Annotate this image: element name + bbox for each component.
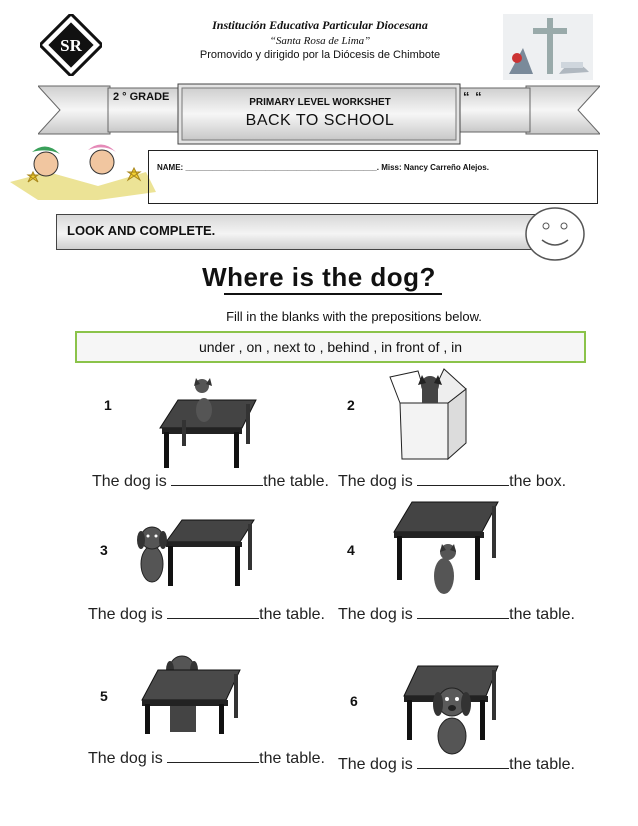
exercise-sentence: The dog is the table.: [92, 473, 329, 490]
exercise-sentence: The dog is the box.: [338, 473, 567, 490]
school-logo: [40, 14, 102, 76]
exercise-instruction: Fill in the blanks with the prepositions below.: [226, 309, 482, 324]
answer-blank[interactable]: [417, 604, 509, 619]
svg-text:SR: SR: [60, 36, 82, 55]
answer-blank[interactable]: [171, 471, 263, 486]
exercise-sentence: The dog is the table.: [88, 606, 325, 623]
prepositions-box: [75, 331, 586, 363]
name-field-text: NAME: ___________________________________________. Miss: Nancy Carreño Alejos.: [157, 163, 489, 172]
answer-blank[interactable]: [167, 748, 259, 763]
quote-marks: “ “: [463, 89, 483, 104]
item-number: 1: [104, 397, 112, 413]
dog-under-table-image: [392, 498, 500, 600]
dog-behind-table-image: [140, 654, 242, 736]
smiley-face-icon: [524, 206, 586, 262]
exercise-sentence: The dog is the table.: [338, 606, 575, 623]
item-number: 6: [350, 693, 358, 709]
grade-label: 2 ° GRADE: [113, 91, 170, 103]
exercise-title: Where is the dog?: [202, 262, 436, 292]
prepositions-list: under , on , next to , behind , in front of , in: [198, 339, 463, 355]
dog-on-table-image: [158, 372, 258, 470]
exercise-sentence: The dog is the table.: [338, 756, 575, 773]
item-number: 4: [347, 542, 355, 558]
name-field-box[interactable]: [148, 150, 598, 204]
answer-blank[interactable]: [417, 754, 509, 769]
answer-blank[interactable]: [417, 471, 509, 486]
dog-in-front-of-table-image: [400, 662, 500, 756]
item-number: 2: [347, 397, 355, 413]
cartoon-fairies-image: [8, 142, 158, 204]
dog-next-to-table-image: [136, 516, 256, 590]
worksheet-level: PRIMARY LEVEL WORKSHET: [249, 97, 391, 108]
institution-name: Institución Educativa Particular Diocesana: [212, 18, 428, 32]
item-number: 5: [100, 688, 108, 704]
item-number: 3: [100, 542, 108, 558]
section-bar: [56, 214, 578, 250]
section-label: LOOK AND COMPLETE.: [67, 223, 216, 238]
title-underline: [224, 293, 442, 295]
worksheet-heading: [182, 95, 458, 130]
dog-in-box-image: [388, 363, 470, 463]
answer-blank[interactable]: [167, 604, 259, 619]
promoted-text: Promovido y dirigido por la Diócesis de Chimbote: [199, 49, 441, 61]
exercise-sentence: The dog is the table.: [88, 750, 325, 767]
school-name: “Santa Rosa de Lima”: [269, 35, 371, 47]
institution-header: [110, 18, 530, 61]
worksheet-title: BACK TO SCHOOL: [245, 112, 395, 129]
